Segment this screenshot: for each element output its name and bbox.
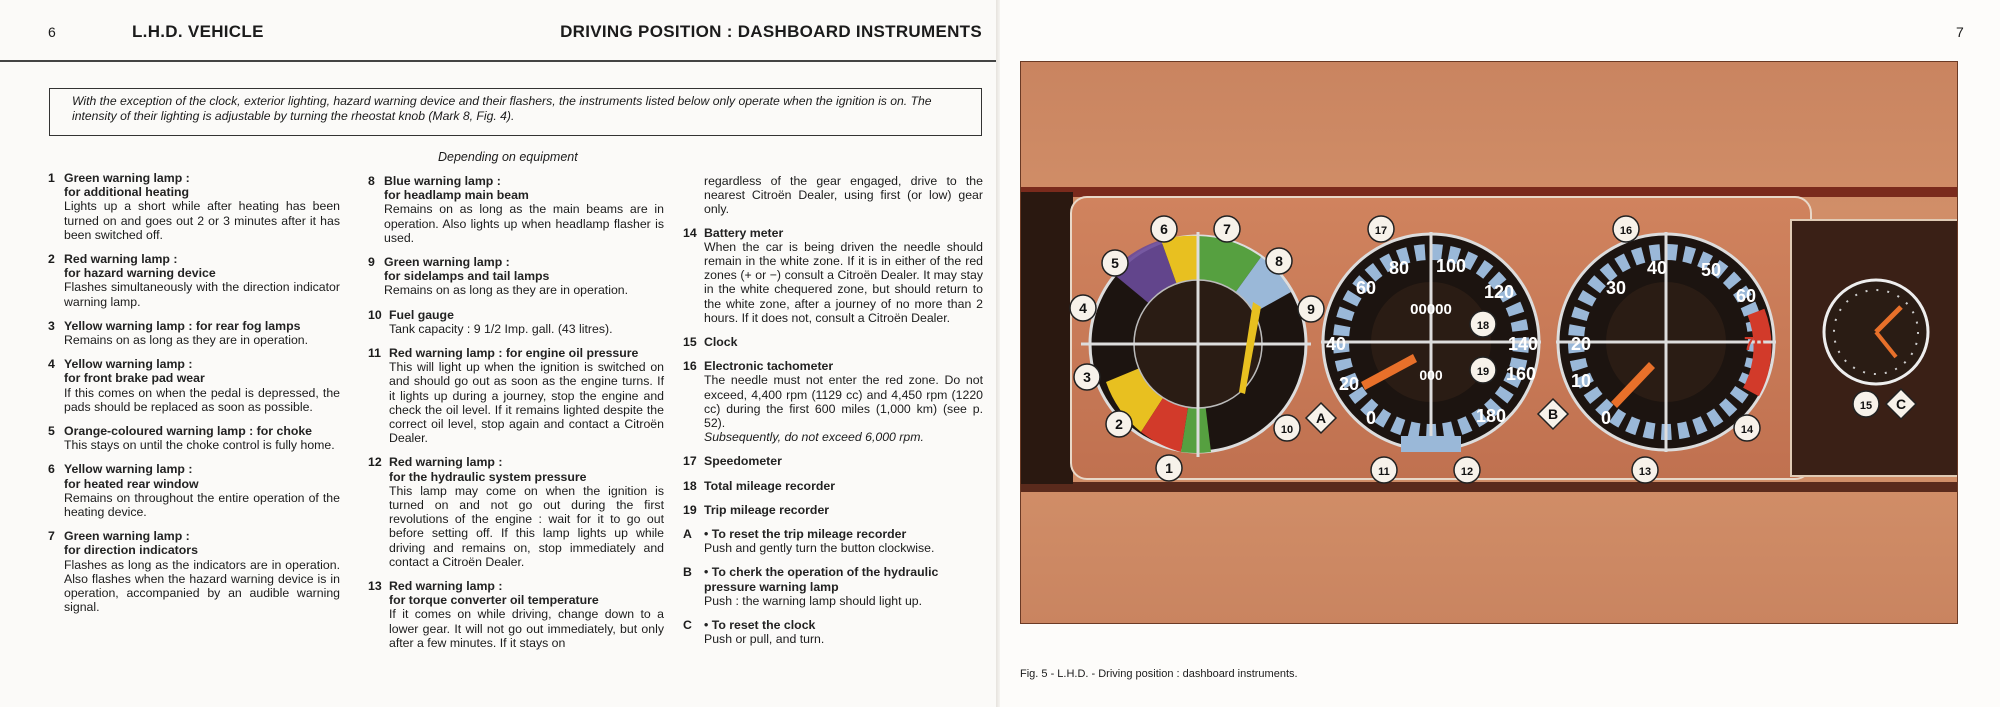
item-note: Subsequently, do not exceed 6,000 rpm. (704, 430, 924, 445)
header-rule (0, 60, 998, 62)
item-title: Total mileage recorder (704, 478, 835, 493)
callout-label: 15 (1859, 400, 1873, 412)
callout-label: 16 (1619, 225, 1633, 237)
item-title: • To reset the trip mileage recorder (704, 527, 907, 542)
item-subtitle: for heated rear window (64, 476, 199, 491)
tacho-tick-label: 40 (1646, 258, 1668, 278)
item-title: Yellow warning lamp : for rear fog lamps (64, 318, 301, 333)
callout-label: C (1895, 396, 1907, 412)
callout-label: 12 (1460, 466, 1474, 478)
instrument-item (48, 529, 340, 614)
instrument-item (368, 346, 664, 445)
item-subtitle: for front brake pad wear (64, 371, 205, 386)
item-description: Push or pull, and turn. (704, 632, 825, 647)
item-description: Flashes simultaneously with the direction indicator warning lamp. (64, 280, 340, 309)
tacho-tick-label: 30 (1605, 278, 1627, 298)
speedo-tick-label: 0 (1365, 408, 1377, 428)
item-description: Remains on as long as the main beams are in operation. Also lights up when headlamp flasher is used. (384, 202, 664, 245)
item-number: 12 (368, 455, 382, 470)
callout-label: 10 (1280, 424, 1294, 436)
item-number: 14 (683, 225, 697, 240)
instrument-item (48, 319, 340, 347)
right-page (1000, 0, 2000, 707)
item-title: Green warning lamp : (384, 255, 510, 270)
item-subtitle: for sidelamps and tail lamps (384, 269, 550, 284)
dashboard-illustration (1021, 62, 1958, 624)
tacho-tick-label: 50 (1700, 260, 1722, 280)
item-number: 7 (48, 529, 55, 544)
item-description: Tank capacity : 9 1/2 Imp. gall. (43 litres). (389, 321, 613, 336)
item-number: 16 (683, 359, 697, 374)
item-description: Remains on as long as they are in operation. (64, 333, 309, 348)
item-number: 4 (48, 357, 55, 372)
callout-label: 5 (1111, 255, 1119, 271)
left-block (1021, 192, 1073, 484)
speedo-tick-label: 20 (1338, 374, 1360, 394)
instrument-item (683, 359, 983, 444)
callout-label: 13 (1638, 466, 1652, 478)
speedo-tick-label: 140 (1507, 334, 1539, 354)
instrument-item (48, 424, 340, 452)
callout-label: 2 (1115, 416, 1123, 432)
item-number: A (683, 527, 692, 542)
depending-subtitle: Depending on equipment (438, 150, 578, 164)
trip-recorder: 000 (1419, 367, 1443, 383)
item-description: Flashes as long as the indicators are in operation. Also flashes when the hazard warning device is in operation, accompanied by an audible warning signal. (64, 557, 340, 615)
instrument-item (683, 479, 983, 493)
item-title: Electronic tachometer (704, 359, 834, 374)
tacho-tick-label: 0 (1600, 408, 1612, 428)
item-description: This stays on until the choke control is fully home. (64, 438, 335, 453)
instrument-item (48, 252, 340, 309)
item-number: 11 (368, 346, 381, 361)
instrument-item (368, 174, 664, 245)
item-number: 10 (368, 307, 382, 322)
page-number: 6 (48, 24, 56, 40)
bottom-strip (1021, 482, 1958, 492)
callout-label: 6 (1160, 221, 1168, 237)
instrument-item (48, 357, 340, 414)
item-number: 19 (683, 502, 697, 517)
item-title: Blue warning lamp : (384, 174, 501, 188)
callout-label: 18 (1476, 320, 1490, 332)
item-subtitle: for headlamp main beam (384, 188, 529, 203)
item-number: C (683, 618, 692, 633)
callout-label: 14 (1740, 424, 1754, 436)
callout-label: 3 (1083, 369, 1091, 385)
instrument-item (683, 527, 983, 555)
speedo-tick-label: 40 (1325, 334, 1347, 354)
item-number: 13 (368, 579, 382, 594)
item-subtitle: for torque converter oil temperature (389, 593, 599, 608)
column-1 (48, 171, 340, 624)
instrument-item (368, 308, 664, 336)
item-number: 18 (683, 478, 697, 493)
item-number: B (683, 565, 692, 580)
column-3-items (683, 226, 983, 647)
item-title: Trip mileage recorder (704, 502, 830, 517)
item-title: Orange-coloured warning lamp : for choke (64, 424, 313, 439)
instrument-item (368, 255, 664, 298)
tacho-tick-label: 10 (1570, 371, 1592, 391)
column-3 (683, 174, 983, 656)
item-title: Red warning lamp : (389, 455, 503, 470)
vehicle-heading: L.H.D. VEHICLE (132, 22, 264, 41)
top-strip (1021, 187, 1958, 197)
page-number-right: 7 (1956, 24, 1964, 40)
item-title: Clock (704, 335, 738, 350)
item-title: Red warning lamp : (64, 252, 178, 267)
item-description: Remains on throughout the entire operation of the heating device. (64, 490, 340, 520)
intro-box: With the exception of the clock, exterior lighting, hazard warning device and their flashers, the instruments listed below only operate when the ignition is on. The intensity of their lighting is adjustable by turning the rheostat knob (Mark 8, Fig. 4). (49, 88, 982, 136)
instrument-item (48, 462, 340, 519)
instrument-item (368, 455, 664, 569)
item-title: • To cherk the operation of the hydraulic pressure warning lamp (704, 565, 939, 594)
callout-label: 17 (1374, 225, 1388, 237)
callout-label: 9 (1307, 301, 1315, 317)
speedo-tick-label: 120 (1483, 282, 1515, 302)
item-title: Green warning lamp : (64, 171, 190, 185)
speedo-tick-label: 160 (1505, 364, 1537, 384)
instrument-item (683, 226, 983, 325)
item-number: 5 (48, 424, 55, 439)
item-number: 8 (368, 174, 375, 188)
instrument-item (368, 579, 664, 650)
item-description: The needle must not enter the red zone. Do not exceed, 4,400 rpm (1129 cc) and 4,450 rpm (1220 cc) during the first 600 miles (1,000 km) (see p. 52). (704, 373, 983, 431)
item-title: Yellow warning lamp : (64, 462, 193, 477)
speedo-tick-label: 60 (1355, 278, 1377, 298)
item-subtitle: for direction indicators (64, 543, 198, 558)
tacho-tick-label: 20 (1570, 334, 1592, 354)
item-number: 6 (48, 462, 55, 477)
callout-label: B (1547, 406, 1559, 422)
instrument-item (683, 503, 983, 517)
item-title: Speedometer (704, 454, 782, 469)
item-description: Push and gently turn the button clockwise. (704, 541, 935, 556)
instrument-item (48, 171, 340, 242)
item-title: Red warning lamp : for engine oil pressure (389, 346, 639, 361)
continued-text: regardless of the gear engaged, drive to the nearest Citroën Dealer, using first (or low) gear only. (704, 174, 983, 217)
speedo-tick-label: 180 (1475, 406, 1507, 426)
item-number: 2 (48, 252, 55, 267)
item-title: Yellow warning lamp : (64, 357, 193, 372)
clock-dial (1824, 280, 1928, 384)
tacho-tick-label: 70 (1743, 334, 1765, 354)
item-subtitle: for hazard warning device (64, 266, 216, 281)
instrument-item (683, 565, 983, 608)
item-description: Push : the warning lamp should light up. (704, 593, 923, 608)
item-title: Red warning lamp : (389, 579, 503, 594)
item-subtitle: for additional heating (64, 185, 190, 200)
callout-label: 4 (1079, 300, 1087, 316)
callout-label: 11 (1378, 466, 1390, 478)
item-description: If this comes on when the pedal is depressed, the pads should be replaced as soon as possible. (64, 385, 340, 414)
callout-label: 1 (1165, 460, 1173, 476)
speedo-tick-label: 80 (1388, 258, 1410, 278)
item-description: This lamp may come on when the ignition is turned on and not go out during the first revolutions of the engine : wait for it to go out before setting off. If this lamp lights up while driving and remains on, stop immediately and contact a Citroën Dealer. (389, 483, 664, 569)
instrument-item (683, 454, 983, 468)
speedo-tick-label: 100 (1435, 256, 1467, 276)
tacho-tick-label: 60 (1735, 286, 1757, 306)
item-subtitle: for the hydraulic system pressure (389, 469, 587, 484)
item-description: If it comes on while driving, change down to a lower gear. It will not go out immediately, but only after a few minutes. If it stays on (389, 607, 664, 650)
item-title: Green warning lamp : (64, 529, 190, 544)
item-number: 3 (48, 318, 55, 333)
figure-caption: Fig. 5 - L.H.D. - Driving position : dashboard instruments. (1020, 668, 1298, 680)
section-title: DRIVING POSITION : DASHBOARD INSTRUMENTS (560, 22, 982, 41)
instrument-item (683, 618, 983, 646)
item-title: Fuel gauge (389, 307, 454, 322)
callout-label: 8 (1275, 253, 1283, 269)
item-description: Remains on as long as they are in operation. (384, 283, 629, 298)
odometer: 00000 (1410, 301, 1452, 318)
item-number: 17 (683, 454, 697, 469)
item-description: This will light up when the ignition is switched on and should go out as soon as the engine turns. If it lights up during a journey, stop the engine and check the oil level. If it remains lighted despite the correct oil level, stop again and contact a Citroën Dealer. (389, 360, 664, 446)
column-2 (368, 174, 664, 660)
item-number: 9 (368, 255, 375, 270)
item-title: Battery meter (704, 225, 784, 240)
callout-label: 19 (1476, 366, 1490, 378)
dashboard-photo (1020, 61, 1958, 624)
item-description: When the car is being driven the needle should remain in the white zone. If it is in either of the red zones (+ or −) consult a Citroën Dealer. It may stay in the white chequered zone, but should return to the white zone, after a journey of no more than 2 hours. If it does not, consult a Citroën Dealer. (704, 239, 983, 325)
item-description: Lights up a short while after heating has been turned on and goes out 2 or 3 minutes after it has been switched off. (64, 199, 340, 242)
instrument-item (683, 335, 983, 349)
item-title: • To reset the clock (704, 618, 816, 633)
item-number: 15 (683, 335, 697, 350)
item-number: 1 (48, 171, 55, 185)
callout-label: A (1315, 410, 1327, 426)
callout-label: 7 (1223, 221, 1231, 237)
